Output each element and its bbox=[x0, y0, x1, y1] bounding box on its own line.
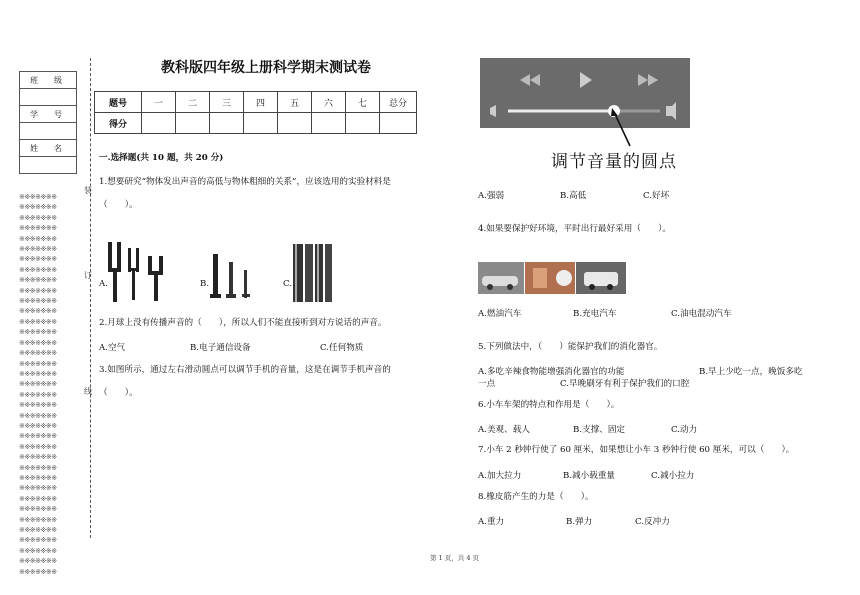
q1-option-a[interactable]: A. bbox=[99, 279, 108, 289]
q4-option-c[interactable]: C.油电混动汽车 bbox=[671, 309, 732, 319]
q3-image-caption: 调节音量的圆点 bbox=[551, 152, 677, 172]
q5-option-b-cont[interactable]: 一点 bbox=[478, 379, 496, 389]
number-label: 学 号 bbox=[20, 106, 77, 123]
q8-option-c[interactable]: C.反冲力 bbox=[635, 517, 670, 527]
score-cell[interactable] bbox=[244, 113, 278, 134]
score-header: 三 bbox=[210, 92, 244, 113]
q5-option-b[interactable]: B.早上少吃一点，晚饭多吃 bbox=[699, 367, 803, 377]
score-header: 题号 bbox=[95, 92, 142, 113]
class-label: 班 级 bbox=[20, 72, 77, 89]
q7-option-c[interactable]: C.减小拉力 bbox=[651, 471, 695, 481]
seal-char-ding: 订 bbox=[84, 271, 92, 280]
q5-option-a[interactable]: A.多吃辛辣食物能增强消化器官的功能 bbox=[478, 367, 625, 377]
q2-option-b[interactable]: B.电子通信设备 bbox=[190, 343, 251, 353]
q6-option-a[interactable]: A.美观、载人 bbox=[478, 425, 530, 435]
score-cell[interactable] bbox=[380, 113, 417, 134]
q3-option-c[interactable]: C.好坏 bbox=[643, 191, 670, 201]
q3-text: 3.如图所示，通过左右滑动圆点可以调节手机的音量，这是在调节手机声音的 bbox=[99, 365, 391, 375]
q8-text: 8.橡皮筋产生的力是（ ）。 bbox=[478, 492, 594, 502]
q8-option-b[interactable]: B.弹力 bbox=[566, 517, 593, 527]
score-cell[interactable] bbox=[176, 113, 210, 134]
score-header: 总分 bbox=[380, 92, 417, 113]
score-cell[interactable] bbox=[210, 113, 244, 134]
score-header: 六 bbox=[312, 92, 346, 113]
score-cell[interactable] bbox=[142, 113, 176, 134]
score-header: 四 bbox=[244, 92, 278, 113]
q5-text: 5.下列做法中，（ ）能保护我们的消化器官。 bbox=[478, 342, 663, 352]
page-footer: 第 1 页，共 4 页 bbox=[430, 554, 480, 562]
volume-slider-image bbox=[480, 58, 690, 128]
q1-option-b[interactable]: B. bbox=[200, 279, 210, 289]
q4-option-a[interactable]: A.燃油汽车 bbox=[478, 309, 522, 319]
score-cell[interactable] bbox=[312, 113, 346, 134]
number-field[interactable] bbox=[20, 123, 77, 140]
seal-char-zhuang: 装 bbox=[84, 186, 92, 195]
binding-hatch-pattern: ※※※※※※※ ※※※※※※※ ※※※※※※※ ※※※※※※※ ※※※※※※※ ※※※※※※※ ※※※※※※※ ※※※※※※※ ※※※※※※※ ※※※※※※※ ※※※※※※※ ※※※※※※※ ※※※※※※※ ※※※※※※※ ※※※※※※※ ※※※※※※※ ※※※※※※※ ※※※※※※※ ※※※※※※※ ※※※※※※※ ※※※※※※※ ※※※※※※※ ※※※※※※※ ※※※※※※※ ※※※※※※※ ※※※※※※※ ※※※※※※※ ※※※※※※※ ※※※※※※※ ※※※※※※※ ※※※※※※※ ※※※※※※※ ※※※※※※※ ※※※※※※※ ※※※※※※※ ※※※※※※※ ※※※※※※※ bbox=[19, 193, 57, 576]
score-table bbox=[94, 91, 417, 134]
section-title: 一.选择题(共 10 题，共 20 分) bbox=[99, 153, 224, 163]
q7-option-b[interactable]: B.减小载重量 bbox=[563, 471, 616, 481]
q1-text: 1.想要研究“物体发出声音的高低与物体粗细的关系”，应该选用的实验材料是 bbox=[99, 177, 391, 187]
q7-text: 7.小车 2 秒钟行使了 60 厘米，如果想让小车 3 秒钟行使 60 厘米，可以（ ）。 bbox=[478, 445, 795, 455]
nails-image-b bbox=[208, 246, 258, 306]
page-title: 教科版四年级上册科学期末测试卷 bbox=[161, 60, 371, 76]
tuning-fork-image-a bbox=[106, 238, 174, 306]
q6-text: 6.小车车架的特点和作用是（ ）。 bbox=[478, 400, 620, 410]
q4-option-b[interactable]: B.充电汽车 bbox=[573, 309, 617, 319]
q6-option-b[interactable]: B.支撑、固定 bbox=[573, 425, 626, 435]
rods-image-c bbox=[291, 242, 336, 304]
class-field[interactable] bbox=[20, 89, 77, 106]
q2-option-a[interactable]: A.空气 bbox=[99, 343, 126, 353]
q8-option-a[interactable]: A.重力 bbox=[478, 517, 505, 527]
score-cell[interactable] bbox=[346, 113, 380, 134]
score-cell[interactable] bbox=[278, 113, 312, 134]
q3-option-a[interactable]: A.强弱 bbox=[478, 191, 505, 201]
binding-dashed-line bbox=[90, 58, 91, 538]
name-label: 姓 名 bbox=[20, 140, 77, 157]
q5-option-c[interactable]: C.早晚刷牙有利于保护我们的口腔 bbox=[560, 379, 690, 389]
q1-blank: （ ）。 bbox=[99, 200, 138, 210]
q1-option-c[interactable]: C. bbox=[283, 279, 293, 289]
q7-option-a[interactable]: A.加大拉力 bbox=[478, 471, 522, 481]
name-field[interactable] bbox=[20, 157, 77, 174]
score-header: 一 bbox=[142, 92, 176, 113]
q2-text: 2.月球上没有传播声音的（ ），所以人们不能直接听到对方说话的声音。 bbox=[99, 318, 387, 328]
q4-text: 4.如果要保护好环境，平时出行最好采用（ ）。 bbox=[478, 224, 671, 234]
q6-option-c[interactable]: C.动力 bbox=[671, 425, 698, 435]
score-header: 七 bbox=[346, 92, 380, 113]
score-header: 五 bbox=[278, 92, 312, 113]
pointer-arrow bbox=[608, 108, 638, 148]
q3-option-b[interactable]: B.高低 bbox=[560, 191, 587, 201]
score-row-label: 得分 bbox=[95, 113, 142, 134]
q2-option-c[interactable]: C.任何物质 bbox=[320, 343, 364, 353]
seal-char-xian: 线 bbox=[84, 387, 92, 396]
car-images bbox=[478, 262, 628, 298]
q3-blank: （ ）。 bbox=[99, 388, 138, 398]
score-header: 二 bbox=[176, 92, 210, 113]
student-info-table bbox=[19, 71, 77, 174]
